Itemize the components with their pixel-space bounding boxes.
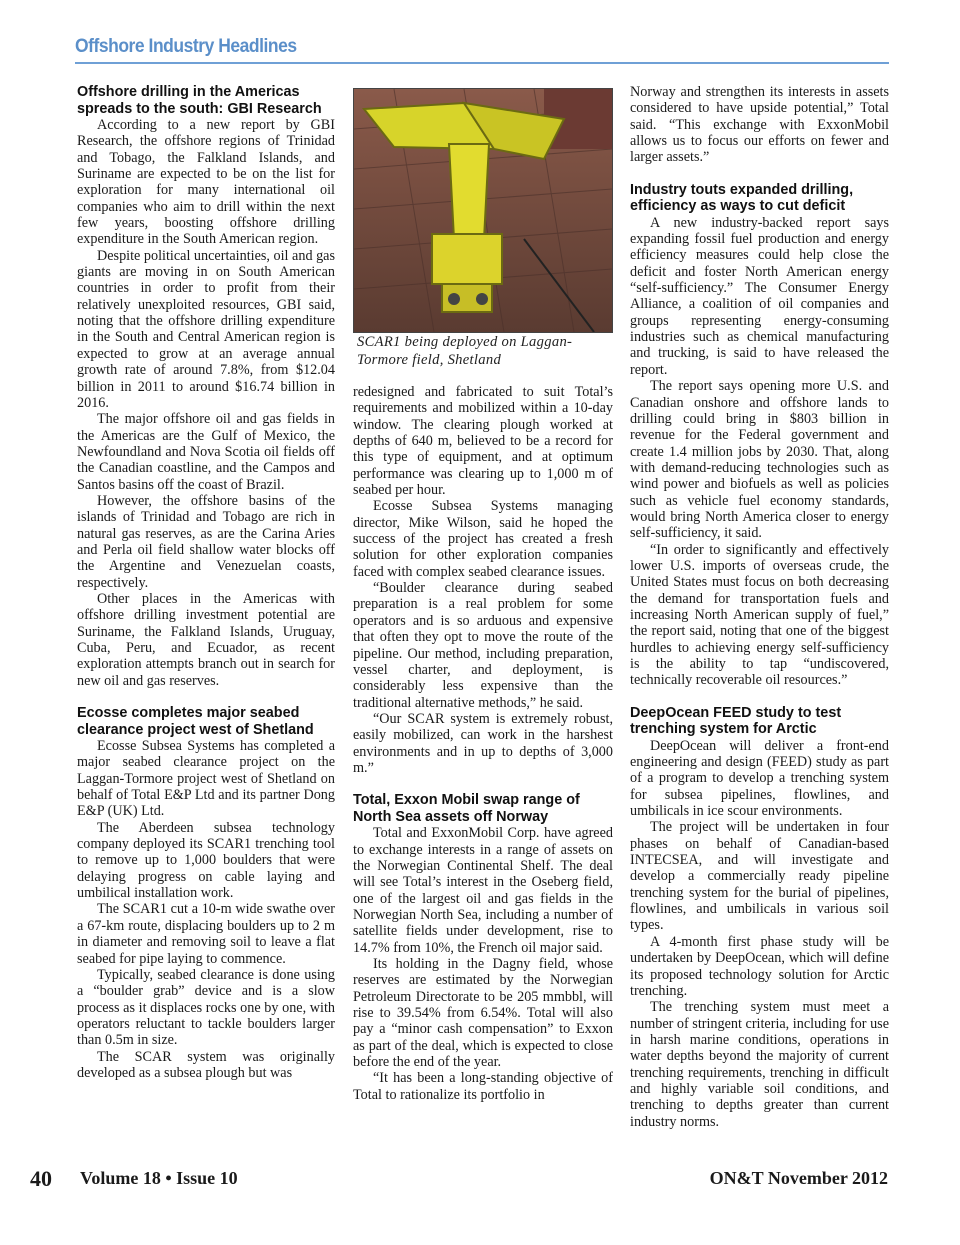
article-1-paragraph: According to a new report by GBI Research, the offshore regions of Trinidad and Tobago, the Falkland Islands, and Suriname are expected to be on the list for exploration for many international oil companies who aim to drill within the next few years, boosting offshore drilling expenditure in the South American region. (77, 117, 335, 248)
article-4-paragraph: A new industry-backed report says expanding fossil fuel production and energy efficiency measures could help close the deficit and foster North American energy “self-sufficiency.” The Consumer Energy Alliance, a coalition of oil companies and groups representing energy-consuming industries such as chemical manufacturing and trucking, is said to have released the report. (630, 214, 889, 378)
article-4-headline: Industry touts expanded drilling, efficiency as ways to cut deficit (630, 181, 854, 215)
article-3-headline: Total, Exxon Mobil swap range of North Sea assets off Norway (353, 792, 580, 825)
article-2-paragraph: “Boulder clearance during seabed preparation is a real problem for some operators and is so arduous and expensive that often they opt to move the route of the pipeline. Our method, including preparation, vessel charter, and deployment, is considerably less expensive than the traditional alternative methods,” he said. (353, 580, 613, 711)
article-3-paragraph: Norway and strengthen its interests in assets considered to have upside potential,” Total said. “This exchange with ExxonMobil allows us to focus our efforts on fewer and larger assets.” (630, 84, 889, 166)
page-number: 40 (30, 1166, 52, 1191)
article-3-paragraph: “It has been a long-standing objective of Total to rationalize its portfolio in (353, 1070, 613, 1103)
column-3 (630, 84, 889, 1130)
scar1-plough-illustration (354, 89, 612, 332)
article-4-paragraph: “In order to significantly and effectively lower U.S. imports of overseas crude, the United States must focus on both decreasing the demand for transportation fuels and increasing North American supply of fuel,” the report said, noting that one of the biggest hurdles to achieving energy self-sufficiency is the ability to tap “undiscovered, technically recoverable oil resources.” (630, 541, 889, 689)
article-2-paragraph: The SCAR system was originally developed as a subsea plough but was (77, 1048, 335, 1081)
article-5-paragraph: The project will be undertaken in four phases on behalf of Canadian-based INTECSEA, and will investigate and develop a commercially ready pipeline trenching system for the burial of pipelines, flowlines, and umbilicals in various soil types. (630, 819, 889, 934)
article-5-headline: DeepOcean FEED study to test trenching system for Arctic (630, 704, 842, 738)
article-2-paragraph: The SCAR1 cut a 10-m wide swathe over a 67-km route, displacing boulders up to 2 m in diameter and removing soil to leave a flat seabed for pipe laying to commence. (77, 901, 335, 967)
article-3-paragraph: Total and ExxonMobil Corp. have agreed to exchange interests in a range of assets on the Norwegian Continental Shelf. The deal will see Total’s interest in the Oseberg field, one of the largest oil and gas fields in the Norwegian North Sea, including a number of satellite fields under development, rise to 14.7% from 10%, the French oil major said. (353, 825, 613, 956)
photo-caption: SCAR1 being deployed on Laggan-Tormore field, Shetland (357, 334, 573, 368)
article-1-paragraph: The major offshore oil and gas fields in the Americas are the Gulf of Mexico, the Newfoundland and Nova Scotia oil fields off the Canadian coastline, and the Campos and Santos basins off the coast of Brazil. (77, 411, 335, 493)
article-1-paragraph: Other places in the Americas with offshore drilling investment potential are Suriname, the Falkland Islands, Uruguay, Cuba, Peru, and Ecuador, as recent exploration attempts branch out in search for new oil and gas reserves. (77, 590, 335, 689)
volume-issue: Volume 18 • Issue 10 (80, 1168, 238, 1188)
article-2-paragraph: redesigned and fabricated to suit Total’s requirements and mobilized within a 10-day window. The clearing plough worked at depths of 640 m, believed to be a record for this type of equipment, and at optimum performance was clearing up to 1,000 m of seabed per hour. (353, 384, 613, 499)
section-title: Offshore Industry Headlines (75, 36, 297, 57)
publication-date: ON&T November 2012 (709, 1168, 888, 1188)
article-2-paragraph: “Our SCAR system is extremely robust, easily mobilized, can work in the harshest environments and in up to depths of 3,000 m.” (353, 710, 613, 776)
column-1 (77, 84, 335, 1081)
article-4-paragraph: The report says opening more U.S. and Canadian onshore and offshore lands to drilling could bring in $803 billion in revenue for the Federal government and create 1.4 million jobs by 2030. That, along with demand-reducing technologies such as wind power and biofuels as well as policies such as vehicle fuel economy standards, would bring North America closer to energy self-sufficiency, it said. (630, 378, 889, 542)
article-2-paragraph: The Aberdeen subsea technology company deployed its SCAR1 trenching tool to remove up to 1,000 boulders that were delaying progress on cable laying and umbilical installation work. (77, 819, 335, 902)
article-1-headline: Offshore drilling in the Americas spreads to the south: GBI Research (77, 84, 322, 117)
article-2-headline: Ecosse completes major seabed clearance project west of Shetland (77, 705, 314, 738)
article-2-paragraph: Ecosse Subsea Systems has completed a major seabed clearance project on the Laggan-Tormore project west of Shetland on behalf of Total E&P Ltd and its partner Dong E&P (UK) Ltd. (77, 738, 335, 820)
article-5-paragraph: DeepOcean will deliver a front-end engineering and design (FEED) study as part of a program to develop a trenching system for subsea pipelines, flowlines, and umbilicals in ice scour environments. (630, 737, 889, 820)
article-5-paragraph: A 4-month first phase study will be undertaken by DeepOcean, which will define its proposed technology solution for Arctic trenching. (630, 933, 889, 999)
article-1-paragraph: Despite political uncertainties, oil and gas giants are moving in on South American countries in order to profit from their relatively unexploited resources, GBI said, noting that the offshore drilling expenditure in the South and Central American region is expected to grow at an average annual growth rate of around 7.8%, from $12.04 billion in 2011 to around $16.74 billion in 2016. (77, 247, 335, 411)
article-2-paragraph: Ecosse Subsea Systems managing director, Mike Wilson, said he hoped the success of the project has created a fresh solution for other exploration companies faced with complex seabed clearance issues. (353, 498, 613, 580)
scar1-photo (353, 88, 613, 333)
article-5-paragraph: The trenching system must meet a number of stringent criteria, including for use in harsh marine conditions, operations in water depths beyond the majority of current trenching requirements, trenching in difficult and highly variable soil conditions, and trenching to depths greater than current industry norms. (630, 999, 889, 1130)
article-2-paragraph: Typically, seabed clearance is done using a “boulder grab” device and is a slow process as it displaces rocks one by one, with operators reluctant to tackle boulders larger than 0.5m in size. (77, 966, 335, 1049)
article-3-paragraph: Its holding in the Dagny field, whose reserves are estimated by the Norwegian Petroleum Directorate to be 205 mmbbl, will rise to 39.54% from 6.54%. Total will also pay a “minor cash compensation” to Exxon as part of the deal, which is expected to close before the end of the year. (353, 956, 613, 1071)
header-rule (75, 62, 889, 64)
article-1-paragraph: However, the offshore basins of the islands of Trinidad and Tobago are rich in natural gas reserves, as are the Carina Aries and Perla oil field shallow water blocks off the Argentine and Venezuelan coasts, respectively. (77, 492, 335, 591)
